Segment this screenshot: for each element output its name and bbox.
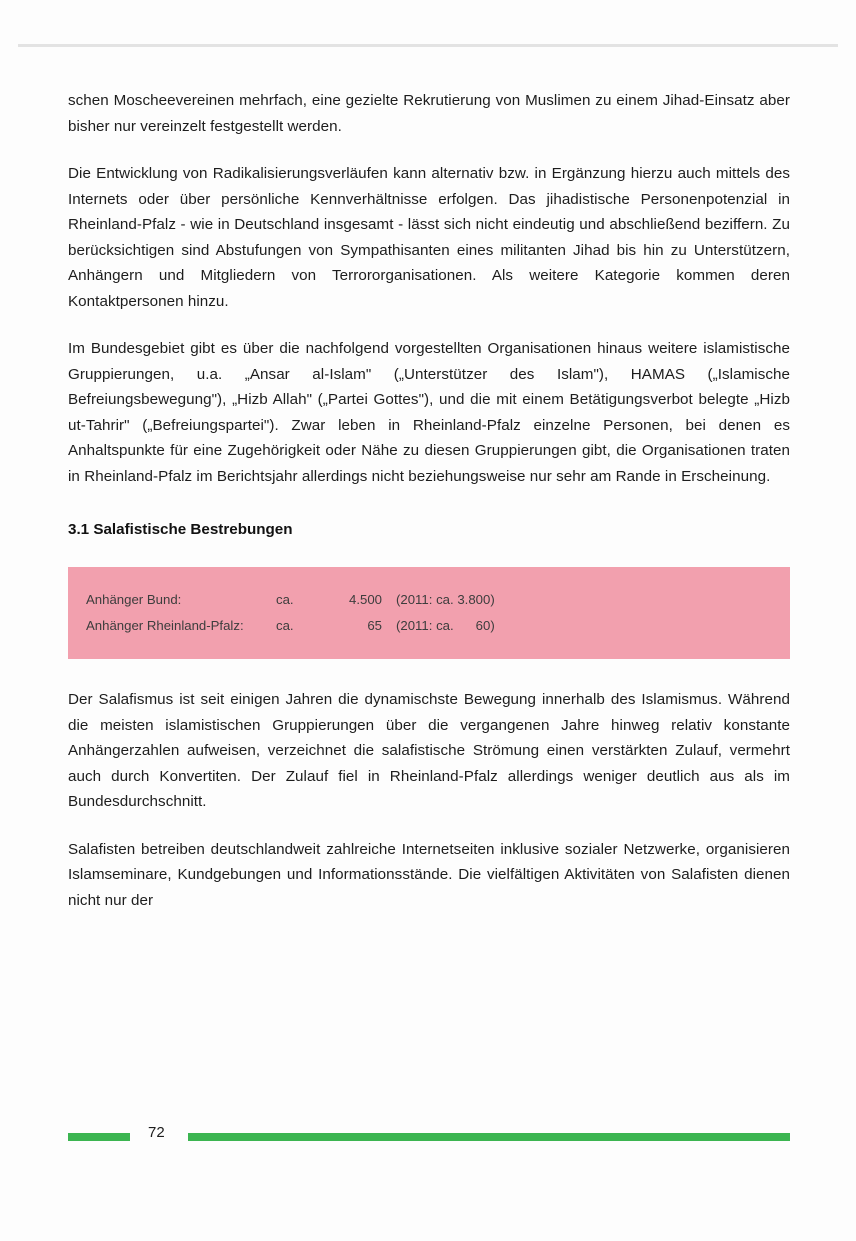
statistics-row-previous: (2011: ca. 3.800) [396, 592, 495, 607]
page-footer [68, 1124, 790, 1146]
footer-rule-left [68, 1133, 130, 1141]
page-number: 72 [148, 1124, 165, 1141]
statistics-row-approx: ca. [276, 592, 294, 607]
statistics-row-previous: (2011: ca. 60) [396, 618, 495, 633]
footer-rule-right [188, 1133, 790, 1141]
section-heading: 3.1 Salafistische Bestrebungen [68, 521, 293, 538]
statistics-row [68, 587, 790, 613]
statistics-row-value: 65 [367, 618, 382, 633]
paragraph: schen Moscheevereinen mehrfach, eine gezielte Rekrutierung von Muslimen zu einem Jihad-Einsatz aber bisher nur vereinzelt festgestellt werden. [68, 92, 790, 135]
statistics-box [68, 567, 790, 659]
page-content [68, 88, 790, 913]
statistics-row-value: 4.500 [348, 592, 382, 607]
page-top-rule [18, 44, 838, 47]
paragraph: Salafisten betreiben deutschlandweit zahlreiche Internetseiten inklusive sozialer Netzwerke, organisieren Islamseminare, Kundgebungen und Informationsstände. Die vielfältigen Aktivitäten von Salafisten dienen nicht nur der [68, 840, 790, 909]
paragraph: Der Salafismus ist seit einigen Jahren die dynamischste Bewegung innerhalb des Islamismus. Während die meisten islamistischen Gruppierungen über die vergangenen Jahre hinweg relativ konstante Anhängerzahlen aufweisen, verzeichnet die salafistische Strömung einen verstärkten Zulauf, vermehrt auch durch Konvertiten. Der Zulauf fiel in Rheinland-Pfalz allerdings weniger deutlich aus als im Bundesdurchschnitt. [68, 691, 790, 810]
paragraph: Im Bundesgebiet gibt es über die nachfolgend vorgestellten Organisationen hinaus weitere islamistische Gruppierungen, u.a. „Ansar al-Islam" („Unterstützer des Islam"), HAMAS („Islamische Befreiungsbewegung"), „Hizb Allah" („Partei Gottes"), und die mit einem Betätigungsverbot belegte „Hizb ut-Tahrir" („Befreiungspartei"). Zwar leben in Rheinland-Pfalz einzelne Personen, bei denen es Anhaltspunkte für eine Zugehörigkeit oder Nähe zu diesen Gruppierungen gibt, die Organisationen traten in Rheinland-Pfalz im Berichtsjahr allerdings nicht beziehungsweise nur sehr am Rande in Erscheinung. [68, 340, 790, 485]
statistics-row [68, 613, 790, 639]
statistics-row-label: Anhänger Bund: [86, 592, 182, 607]
statistics-row-approx: ca. [276, 618, 294, 633]
paragraph: Die Entwicklung von Radikalisierungsverläufen kann alternativ bzw. in Ergänzung hierzu auch mittels des Internets oder über persönliche Kennverhältnisse erfolgen. Das jihadistische Personenpotenzial in Rheinland-Pfalz - wie in Deutschland insgesamt - lässt sich nicht eindeutig und abschließend beziffern. Zu berücksichtigen sind Abstufungen von Sympathisanten eines militanten Jihad bis hin zu Unterstützern, Anhängern und Mitgliedern von Terrororganisationen. Als weitere Kategorie kommen deren Kontaktpersonen hinzu. [68, 165, 790, 310]
statistics-row-label: Anhänger Rheinland-Pfalz: [86, 618, 244, 633]
